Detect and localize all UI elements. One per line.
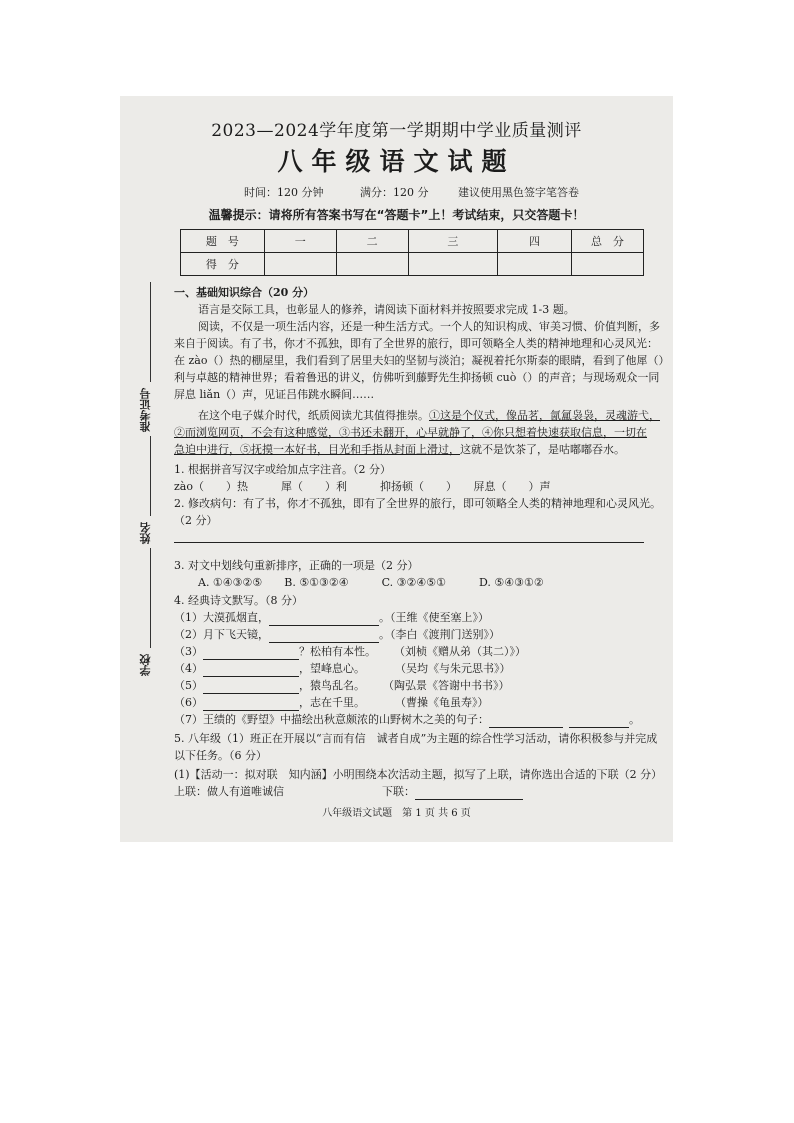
poem-text: （7）王绩的《野望》中描绘出秋意颇浓的山野树木之美的句子： bbox=[174, 713, 489, 726]
exam-no-label: 准考证号 bbox=[139, 388, 152, 432]
passage-line: 屏息 liǎn（）声，见证吕伟跳水瞬间…… bbox=[174, 388, 375, 401]
score-input-cell[interactable] bbox=[336, 253, 408, 276]
poem-line-4 bbox=[174, 660, 511, 677]
question-2-answer-line[interactable] bbox=[174, 542, 644, 543]
question-2-score: （2 分） bbox=[174, 514, 218, 527]
poem-text: （4） bbox=[174, 662, 203, 675]
poem-blank[interactable] bbox=[203, 647, 299, 660]
passage-line bbox=[198, 407, 660, 424]
name-line[interactable] bbox=[150, 436, 151, 516]
score-table-cell: 得 分 bbox=[181, 253, 265, 276]
school-label: 学校 bbox=[139, 654, 152, 676]
question-3-stem: 3. 对文中划线句重新排序，正确的一项是（2 分） bbox=[174, 559, 419, 572]
question-1-answers[interactable]: zào（ ）热 犀（ ）利 抑扬顿（ ） 屏息（ ）声 bbox=[174, 480, 551, 493]
score-input-cell[interactable] bbox=[498, 253, 572, 276]
name-label: 姓名 bbox=[139, 522, 152, 544]
score-table-cell: 题 号 bbox=[181, 230, 265, 253]
poem-text: （2）月下飞天镜， bbox=[174, 628, 269, 641]
score-table bbox=[180, 229, 644, 276]
passage-line bbox=[174, 424, 647, 441]
couplet-lower bbox=[382, 783, 523, 800]
poem-blank[interactable] bbox=[269, 613, 379, 626]
poem-source: （吴均《与朱元思书》） bbox=[395, 662, 511, 675]
poem-source: （陶弘景《答谢中书书》） bbox=[383, 679, 510, 692]
underlined-sentence: ④你只想着快速获取信息，一切在 bbox=[482, 426, 647, 439]
score-table-cell: 一 bbox=[264, 230, 336, 253]
section1-intro: 语言是交际工具，也彰显人的修养，请阅读下面材料并按照要求完成 1-3 题。 bbox=[198, 303, 575, 316]
poem-blank[interactable] bbox=[489, 715, 563, 728]
score-table-cell: 总 分 bbox=[571, 230, 643, 253]
exam-paper bbox=[120, 96, 673, 842]
poem-text: ，志在千里。 bbox=[299, 696, 365, 709]
passage-line bbox=[174, 441, 625, 458]
poem-line-2 bbox=[174, 626, 500, 643]
poem-blank[interactable] bbox=[569, 715, 629, 728]
passage-text: 这就不是饮茶了，是咕嘟嘟吞水。 bbox=[460, 443, 625, 456]
question-5-stem: 5. 八年级（1）班正在开展以“言而有信 诚者自成”为主题的综合性学习活动，请你积极参与并完成 bbox=[174, 732, 658, 745]
question-5-task-1: (1)【活动一：拟对联 知内涵】小明围绕本次活动主题，拟写了上联，请你选出合适的下联（2 分） bbox=[174, 768, 663, 781]
score-table-header-row bbox=[181, 230, 644, 253]
poem-source: 。（李白《渡荆门送别》） bbox=[379, 628, 500, 641]
passage-line: 阅读，不仅是一项生活内容，还是一种生活方式。一个人的知识构成、审美习惯、价值判断，多 bbox=[198, 320, 660, 333]
poem-line-7 bbox=[174, 711, 640, 728]
poem-blank[interactable] bbox=[203, 664, 299, 677]
question-5-stem: 以下任务。（6 分） bbox=[174, 749, 267, 762]
score-table-cell: 二 bbox=[336, 230, 408, 253]
couplet-lower-label: 下联： bbox=[382, 785, 415, 798]
underlined-sentence: ②而浏览网页，不会有这种感觉，③书还未翻开，心早就静了， bbox=[174, 426, 482, 439]
underlined-sentence: 急迫中进行，⑤抚摸一本好书，目光和手指从封面上滑过， bbox=[174, 443, 460, 456]
score-input-cell[interactable] bbox=[264, 253, 336, 276]
poem-text: 。 bbox=[629, 713, 640, 726]
poem-blank[interactable] bbox=[203, 681, 299, 694]
school-line[interactable] bbox=[150, 548, 151, 648]
question-3-options[interactable]: A. ①④③②⑤ B. ⑤①③②④ C. ③②④⑤① D. ⑤④③①② bbox=[198, 576, 544, 589]
exam-subtitle: 八年级语文试题 bbox=[277, 147, 516, 176]
exam-no-line[interactable] bbox=[150, 282, 151, 382]
question-4-stem: 4. 经典诗文默写。（8 分） bbox=[174, 594, 303, 607]
passage-line: 来自于阅读。有了书，你才不孤独，即有了全世界的旅行，即可领略全人类的精神地理和心灵风光： bbox=[174, 337, 658, 350]
poem-text: （5） bbox=[174, 679, 203, 692]
poem-source: （曹操《龟虽寿》） bbox=[395, 696, 489, 709]
poem-line-5 bbox=[174, 677, 510, 694]
poem-blank[interactable] bbox=[269, 630, 379, 643]
score-input-cell[interactable] bbox=[571, 253, 643, 276]
couplet-upper: 上联：做人有道唯诚信 bbox=[174, 785, 284, 798]
page-footer: 八年级语文试题 第 1 页 共 6 页 bbox=[322, 808, 471, 819]
score-table-cell: 四 bbox=[498, 230, 572, 253]
notice-banner: 温馨提示：请将所有答案书写在“答题卡”上！考试结束，只交答题卡！ bbox=[208, 208, 585, 222]
poem-line-1 bbox=[174, 609, 489, 626]
question-2-stem: 2. 修改病句：有了书，你才不孤独，即有了全世界的旅行，即可领略全人类的精神地理和心灵风光。 bbox=[174, 497, 661, 510]
poem-line-6 bbox=[174, 694, 489, 711]
poem-source: （刘桢《赠从弟（其二）》） bbox=[394, 645, 526, 658]
exam-title: 2023—2024学年度第一学期期中学业质量测评 bbox=[211, 121, 582, 141]
score-table-cell: 三 bbox=[408, 230, 498, 253]
full-score: 满分：120 分 bbox=[360, 186, 429, 199]
underlined-sentence: ①这是个仪式，像品茗，氤氲袅袅，灵魂游弋， bbox=[429, 409, 660, 422]
question-1-stem: 1. 根据拼音写汉字或给加点字注音。（2 分） bbox=[174, 463, 391, 476]
poem-text: ，望峰息心。 bbox=[299, 662, 365, 675]
poem-line-3 bbox=[174, 643, 526, 660]
section1-heading: 一、基础知识综合（20 分） bbox=[174, 286, 315, 299]
poem-text: ？松柏有本性。 bbox=[299, 645, 376, 658]
score-input-cell[interactable] bbox=[408, 253, 498, 276]
poem-source: 。（王维《使至塞上》） bbox=[379, 611, 489, 624]
score-table-score-row bbox=[181, 253, 644, 276]
poem-text: （3） bbox=[174, 645, 203, 658]
poem-text: （1）大漠孤烟直， bbox=[174, 611, 269, 624]
poem-blank[interactable] bbox=[203, 698, 299, 711]
pen-note: 建议使用黑色签字笔答卷 bbox=[458, 186, 579, 199]
passage-line: 利与卓越的精神世界；看着鲁迅的讲义，仿佛听到藤野先生抑扬顿 cuò（）的声音；与现场观众一同 bbox=[174, 371, 660, 384]
poem-text: ，猿鸟乱名。 bbox=[299, 679, 365, 692]
passage-line: 在 zào（）热的棚屋里，我们看到了居里夫妇的坚韧与淡泊；凝视着托尔斯泰的眼睛，看到了他犀（） bbox=[174, 354, 670, 367]
poem-text: （6） bbox=[174, 696, 203, 709]
couplet-lower-blank[interactable] bbox=[415, 787, 523, 800]
passage-text: 在这个电子媒介时代，纸质阅读尤其值得推崇。 bbox=[198, 409, 429, 422]
exam-time: 时间：120 分钟 bbox=[244, 186, 324, 199]
